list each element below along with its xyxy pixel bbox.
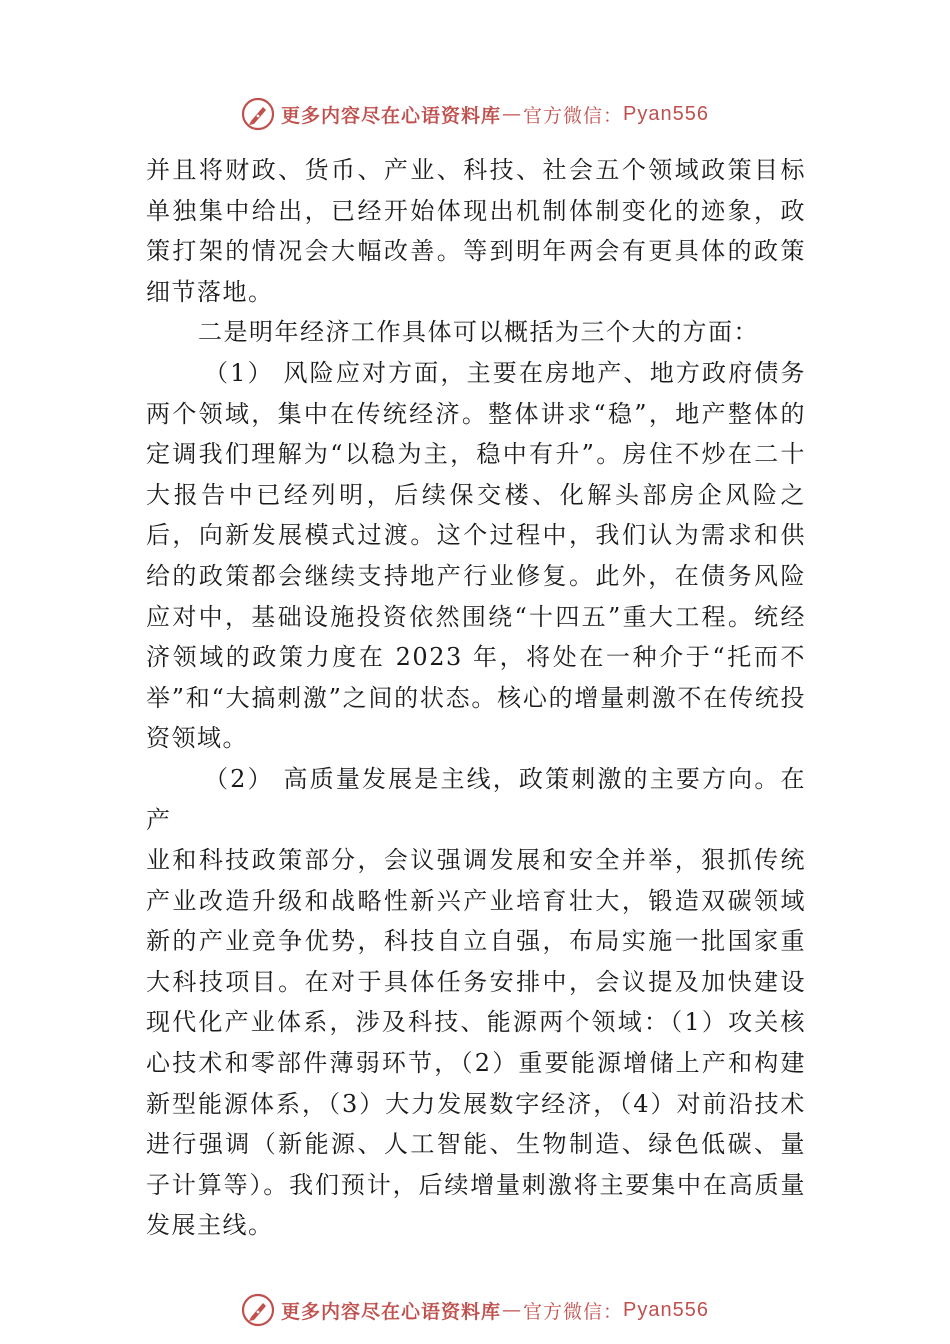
paragraph-industry-tech: 业和科技政策部分，会议强调发展和安全并举，狠抓传统产业改造升级和战略性新兴产业培育壮大，锻造双碳领域新的产业竞争优势，科技自立自强，布局实施一批国家重大科技项目。在对于具体任务安排中，会议提及加快建设现代化产业体系，涉及科技、能源两个领域：（1）攻关核心技术和零部件薄弱环节，（2）重要能源增储上产和构建新型能源体系，（3）大力发展数字经济，（4）对前沿技术进行强调（新能源、人工智能、生物制造、绿色低碳、量子计算等）。我们预计，后续增量刺激将主要集中在高质量发展主线。 (146, 846, 806, 1240)
paragraph-high-quality-heading: （2） 高质量发展是主线，政策刺激的主要方向。在产 (146, 764, 806, 834)
header-wechat-id: Pyan556 (623, 102, 709, 125)
header-brand-text: 更多内容尽在心语资料库 (281, 104, 502, 127)
header-wechat-label: 官方微信： (523, 104, 624, 127)
paragraph-three-aspects: 二是明年经济工作具体可以概括为三个大的方面： (198, 318, 759, 347)
footer-separator: — (502, 1299, 523, 1321)
footer-brand-text: 更多内容尽在心语资料库 (281, 1300, 502, 1323)
pen-nib-icon (241, 1293, 275, 1327)
footer-wechat-id: Pyan556 (623, 1298, 709, 1321)
header-separator: — (502, 103, 523, 125)
pen-nib-icon (241, 97, 275, 131)
paragraph-risk-response: （1） 风险应对方面，主要在房地产、地方政府债务两个领域，集中在传统经济。整体讲求“稳”，地产整体的定调我们理解为“以稳为主，稳中有升”。房住不炒在二十大报告中已经列明，后续保交楼、化解头部房企风险之后，向新发展模式过渡。这个过程中，我们认为需求和供给的政策都会继续支持地产行业修复。此外，在债务风险应对中，基础设施投资依然围绕“十四五”重大工程。统经济领域的政策力度在 2023 年，将处在一种介于“托而不举”和“大搞刺激”之间的状态。核心的增量刺激不在传统投资领域。 (146, 358, 806, 753)
footer-banner (0, 1290, 950, 1330)
footer-wechat-label: 官方微信： (523, 1300, 624, 1323)
document-body (146, 150, 806, 1246)
header-banner (0, 94, 950, 134)
paragraph-continuation: 并且将财政、货币、产业、科技、社会五个领域政策目标单独集中给出，已经开始体现出机制体制变化的迹象，政策打架的情况会大幅改善。等到明年两会有更具体的政策细节落地。 (146, 156, 806, 306)
